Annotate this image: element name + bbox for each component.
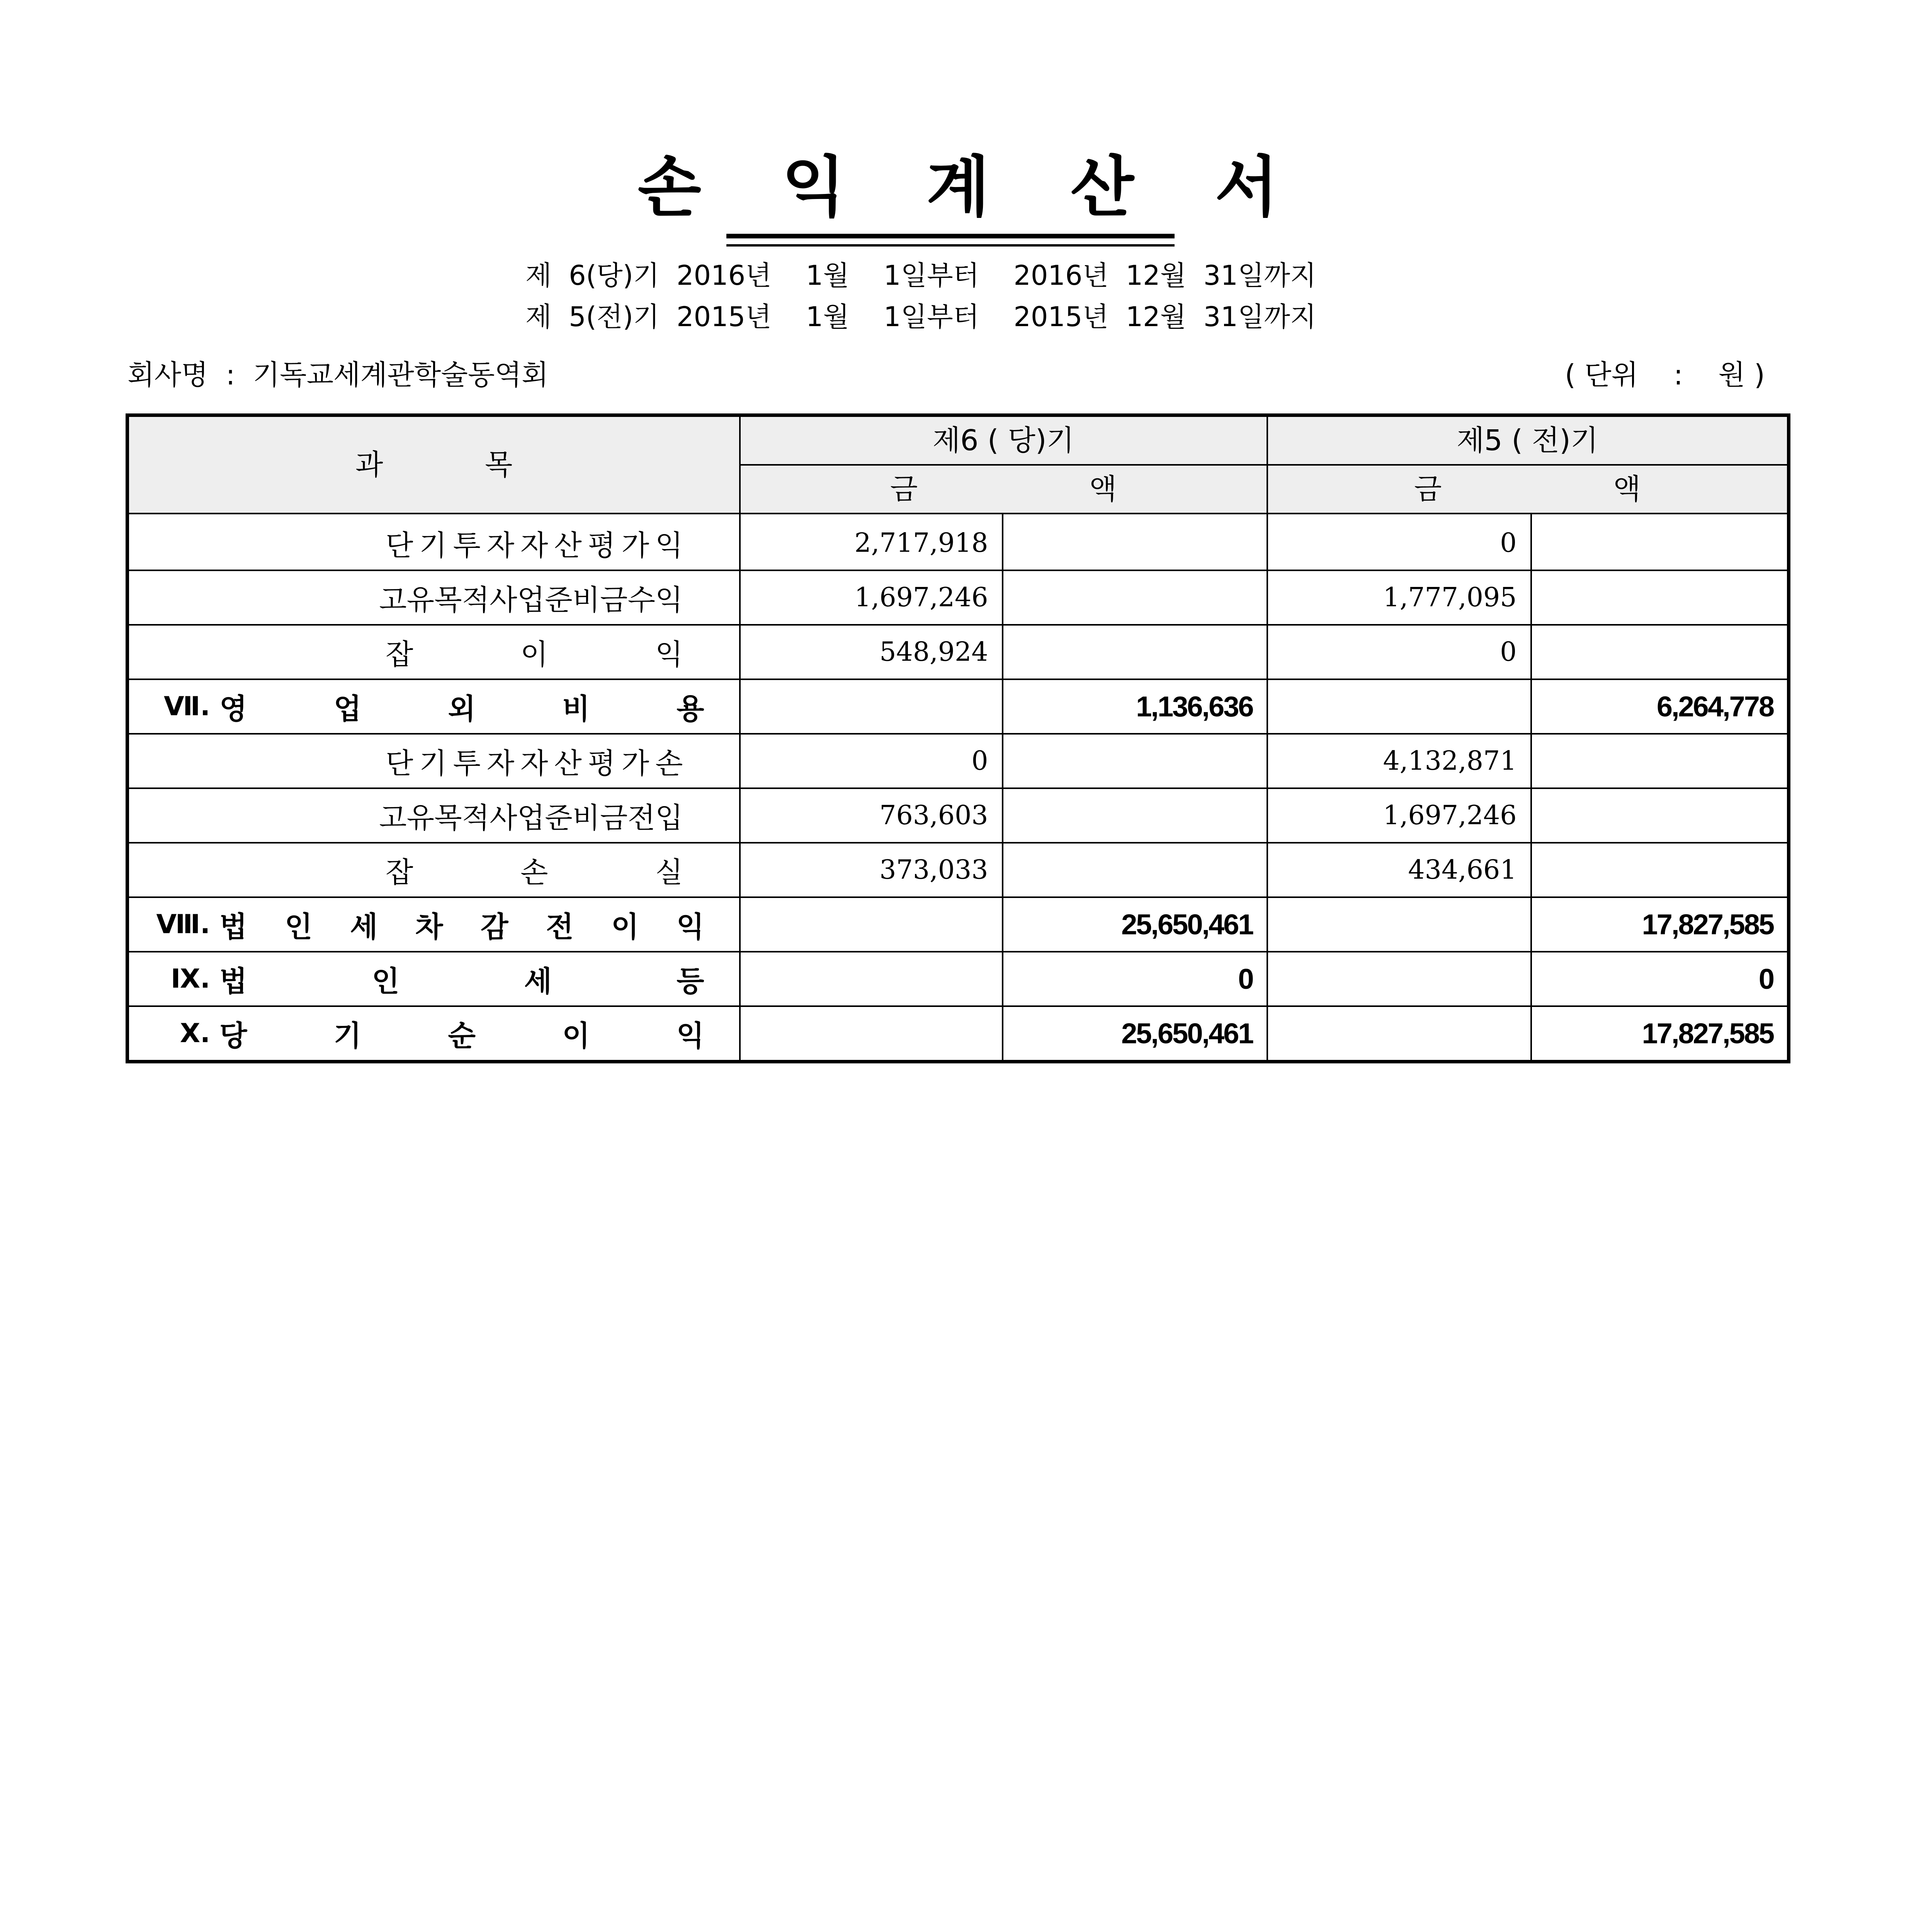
row-label-char: 법 bbox=[219, 964, 247, 998]
row-label-char: 전 bbox=[546, 910, 574, 944]
row-label-char: 차 bbox=[415, 910, 443, 944]
header-prior-period: 제5 ( 전)기 bbox=[1267, 415, 1789, 465]
prior-total-amount bbox=[1531, 514, 1789, 570]
row-label-char: 손 bbox=[520, 855, 548, 889]
current-total-amount: 25,650,461 bbox=[1003, 897, 1267, 952]
row-account-name bbox=[128, 1006, 740, 1062]
row-label-char: 전 bbox=[627, 801, 656, 835]
table-row bbox=[128, 843, 1789, 897]
row-label-char: 등 bbox=[676, 964, 704, 998]
current-detail-amount: 1,697,246 bbox=[740, 570, 1003, 625]
row-roman-numeral: Ⅸ. bbox=[170, 964, 210, 994]
row-label-char: 업 bbox=[517, 801, 545, 835]
row-label-char: 이 bbox=[611, 910, 639, 944]
row-label-char: 인 bbox=[285, 910, 313, 944]
header-amount-current: 금 액 bbox=[740, 465, 1267, 514]
current-total-amount bbox=[1003, 788, 1267, 843]
prior-detail-amount bbox=[1267, 952, 1531, 1006]
current-total-amount bbox=[1003, 570, 1267, 625]
row-label bbox=[219, 686, 739, 727]
row-label-char: 수 bbox=[627, 583, 656, 617]
row-label-char: 세 bbox=[350, 910, 378, 944]
current-total-amount bbox=[1003, 843, 1267, 897]
current-total-amount: 1,136,636 bbox=[1003, 679, 1267, 734]
row-label-char: 산 bbox=[554, 529, 582, 562]
prior-total-amount bbox=[1531, 570, 1789, 625]
current-total-amount bbox=[1003, 734, 1267, 788]
header-current-period: 제6 ( 당)기 bbox=[740, 415, 1267, 465]
table-row bbox=[128, 625, 1789, 679]
row-label-char: 이 bbox=[520, 638, 548, 671]
header-amount-prior: 금 액 bbox=[1267, 465, 1789, 514]
table-row bbox=[128, 734, 1789, 788]
row-label-char: 산 bbox=[554, 747, 582, 780]
row-account-name bbox=[128, 897, 740, 952]
row-label bbox=[386, 741, 739, 782]
row-label-char: 유 bbox=[406, 801, 435, 835]
row-account-name bbox=[128, 843, 740, 897]
row-label-char: 목 bbox=[434, 583, 462, 617]
income-statement-table bbox=[126, 413, 1790, 1063]
current-detail-amount bbox=[740, 952, 1003, 1006]
row-label-char: 적 bbox=[462, 583, 490, 617]
prior-detail-amount: 1,697,246 bbox=[1267, 788, 1531, 843]
row-label-char: 유 bbox=[406, 583, 435, 617]
row-label-char: 감 bbox=[481, 910, 508, 944]
table-row bbox=[128, 897, 1789, 952]
row-label-char: 잡 bbox=[386, 638, 413, 671]
row-label-char: 가 bbox=[621, 747, 649, 780]
row-label-char: 단 bbox=[386, 747, 413, 780]
table-row bbox=[128, 570, 1789, 625]
row-label-char: 기 bbox=[419, 747, 447, 780]
current-detail-amount: 2,717,918 bbox=[740, 514, 1003, 570]
row-roman-numeral: Ⅶ. bbox=[163, 691, 210, 722]
row-account-name bbox=[128, 952, 740, 1006]
row-label-char: 입 bbox=[655, 801, 683, 835]
row-label-char: 순 bbox=[448, 1019, 476, 1053]
prior-total-amount bbox=[1531, 734, 1789, 788]
prior-total-amount: 17,827,585 bbox=[1531, 1006, 1789, 1062]
row-roman-numeral: Ⅹ. bbox=[180, 1018, 210, 1049]
company-name: 회사명 : 기독교세계관학술동역회 bbox=[128, 359, 549, 391]
title-underline-thick bbox=[726, 234, 1175, 238]
row-label-char: 자 bbox=[486, 529, 515, 562]
row-account-name bbox=[128, 679, 740, 734]
document-title: 손 익 계 산 서 bbox=[638, 149, 1307, 226]
table-row bbox=[128, 514, 1789, 570]
prior-total-amount bbox=[1531, 843, 1789, 897]
row-label-char: 영 bbox=[219, 692, 247, 726]
row-label-char: 외 bbox=[448, 692, 476, 726]
prior-total-amount bbox=[1531, 625, 1789, 679]
prior-detail-amount: 0 bbox=[1267, 514, 1531, 570]
current-total-amount bbox=[1003, 625, 1267, 679]
row-label-char: 기 bbox=[333, 1019, 362, 1053]
prior-detail-amount bbox=[1267, 897, 1531, 952]
row-label-char: 익 bbox=[655, 583, 683, 617]
row-account-name bbox=[128, 514, 740, 570]
row-label-char: 단 bbox=[386, 529, 413, 562]
row-account-name bbox=[128, 788, 740, 843]
row-account-name bbox=[128, 625, 740, 679]
row-label-char: 세 bbox=[524, 964, 552, 998]
prior-total-amount: 17,827,585 bbox=[1531, 897, 1789, 952]
row-label-char: 자 bbox=[520, 529, 548, 562]
row-label bbox=[219, 904, 739, 945]
row-account-name bbox=[128, 570, 740, 625]
row-label-char: 사 bbox=[490, 801, 517, 835]
prior-total-amount bbox=[1531, 788, 1789, 843]
row-label-char: 금 bbox=[600, 801, 628, 835]
row-account-name bbox=[128, 734, 740, 788]
row-label-char: 잡 bbox=[386, 855, 413, 889]
row-label bbox=[386, 850, 739, 891]
prior-detail-amount: 1,777,095 bbox=[1267, 570, 1531, 625]
current-detail-amount: 0 bbox=[740, 734, 1003, 788]
row-label-char: 이 bbox=[562, 1019, 590, 1053]
prior-total-amount: 0 bbox=[1531, 952, 1789, 1006]
row-label-char: 사 bbox=[490, 583, 517, 617]
prior-total-amount: 6,264,778 bbox=[1531, 679, 1789, 734]
table-row bbox=[128, 1006, 1789, 1062]
prior-detail-amount: 0 bbox=[1267, 625, 1531, 679]
table-row bbox=[128, 788, 1789, 843]
row-label-char: 업 bbox=[333, 692, 362, 726]
row-label-char: 자 bbox=[486, 747, 515, 780]
current-total-amount: 25,650,461 bbox=[1003, 1006, 1267, 1062]
row-label bbox=[219, 1013, 739, 1054]
prior-detail-amount bbox=[1267, 679, 1531, 734]
row-label-char: 업 bbox=[517, 583, 545, 617]
prior-detail-amount: 4,132,871 bbox=[1267, 734, 1531, 788]
row-label bbox=[379, 577, 739, 618]
row-label-char: 실 bbox=[655, 855, 683, 889]
current-detail-amount bbox=[740, 897, 1003, 952]
period-current: 제 6(당)기 2016년 1월 1일부터 2016년 12월 31일까지 bbox=[525, 260, 1316, 291]
row-label-char: 준 bbox=[545, 583, 573, 617]
title-underline-thin bbox=[726, 244, 1175, 247]
row-label bbox=[219, 959, 739, 1000]
row-label-char: 고 bbox=[379, 801, 407, 835]
table-body bbox=[128, 514, 1789, 1062]
row-label-char: 투 bbox=[453, 529, 481, 562]
row-label bbox=[386, 632, 739, 673]
row-label-char: 가 bbox=[621, 529, 649, 562]
row-label-char: 법 bbox=[219, 910, 247, 944]
row-label-char: 당 bbox=[219, 1019, 247, 1053]
current-detail-amount bbox=[740, 679, 1003, 734]
currency-unit: ( 단위 : 원 ) bbox=[1565, 359, 1765, 391]
row-label-char: 익 bbox=[677, 910, 704, 944]
prior-detail-amount bbox=[1267, 1006, 1531, 1062]
row-roman-numeral: Ⅷ. bbox=[156, 909, 210, 940]
current-detail-amount: 763,603 bbox=[740, 788, 1003, 843]
row-label-char: 비 bbox=[572, 583, 600, 617]
table-row bbox=[128, 679, 1789, 734]
period-prior: 제 5(전)기 2015년 1월 1일부터 2015년 12월 31일까지 bbox=[525, 301, 1316, 333]
row-label-char: 익 bbox=[655, 529, 683, 562]
row-label-char: 금 bbox=[600, 583, 628, 617]
header-subject: 과 목 bbox=[128, 415, 740, 514]
row-label-char: 인 bbox=[372, 964, 400, 998]
row-label-char: 비 bbox=[562, 692, 590, 726]
row-label-char: 투 bbox=[453, 747, 481, 780]
row-label-char: 기 bbox=[419, 529, 447, 562]
row-label-char: 준 bbox=[545, 801, 573, 835]
row-label-char: 평 bbox=[588, 747, 615, 780]
row-label-char: 자 bbox=[520, 747, 548, 780]
row-label-char: 손 bbox=[655, 747, 683, 780]
row-label-char: 익 bbox=[677, 1019, 704, 1053]
current-detail-amount: 548,924 bbox=[740, 625, 1003, 679]
row-label-char: 비 bbox=[572, 801, 600, 835]
current-detail-amount: 373,033 bbox=[740, 843, 1003, 897]
row-label bbox=[379, 795, 739, 836]
row-label-char: 평 bbox=[588, 529, 615, 562]
current-total-amount bbox=[1003, 514, 1267, 570]
row-label bbox=[386, 523, 739, 564]
table-row bbox=[128, 952, 1789, 1006]
row-label-char: 익 bbox=[655, 638, 683, 671]
current-detail-amount bbox=[740, 1006, 1003, 1062]
row-label-char: 적 bbox=[462, 801, 490, 835]
current-total-amount: 0 bbox=[1003, 952, 1267, 1006]
row-label-char: 용 bbox=[677, 692, 704, 726]
row-label-char: 고 bbox=[379, 583, 407, 617]
row-label-char: 목 bbox=[434, 801, 462, 835]
prior-detail-amount: 434,661 bbox=[1267, 843, 1531, 897]
